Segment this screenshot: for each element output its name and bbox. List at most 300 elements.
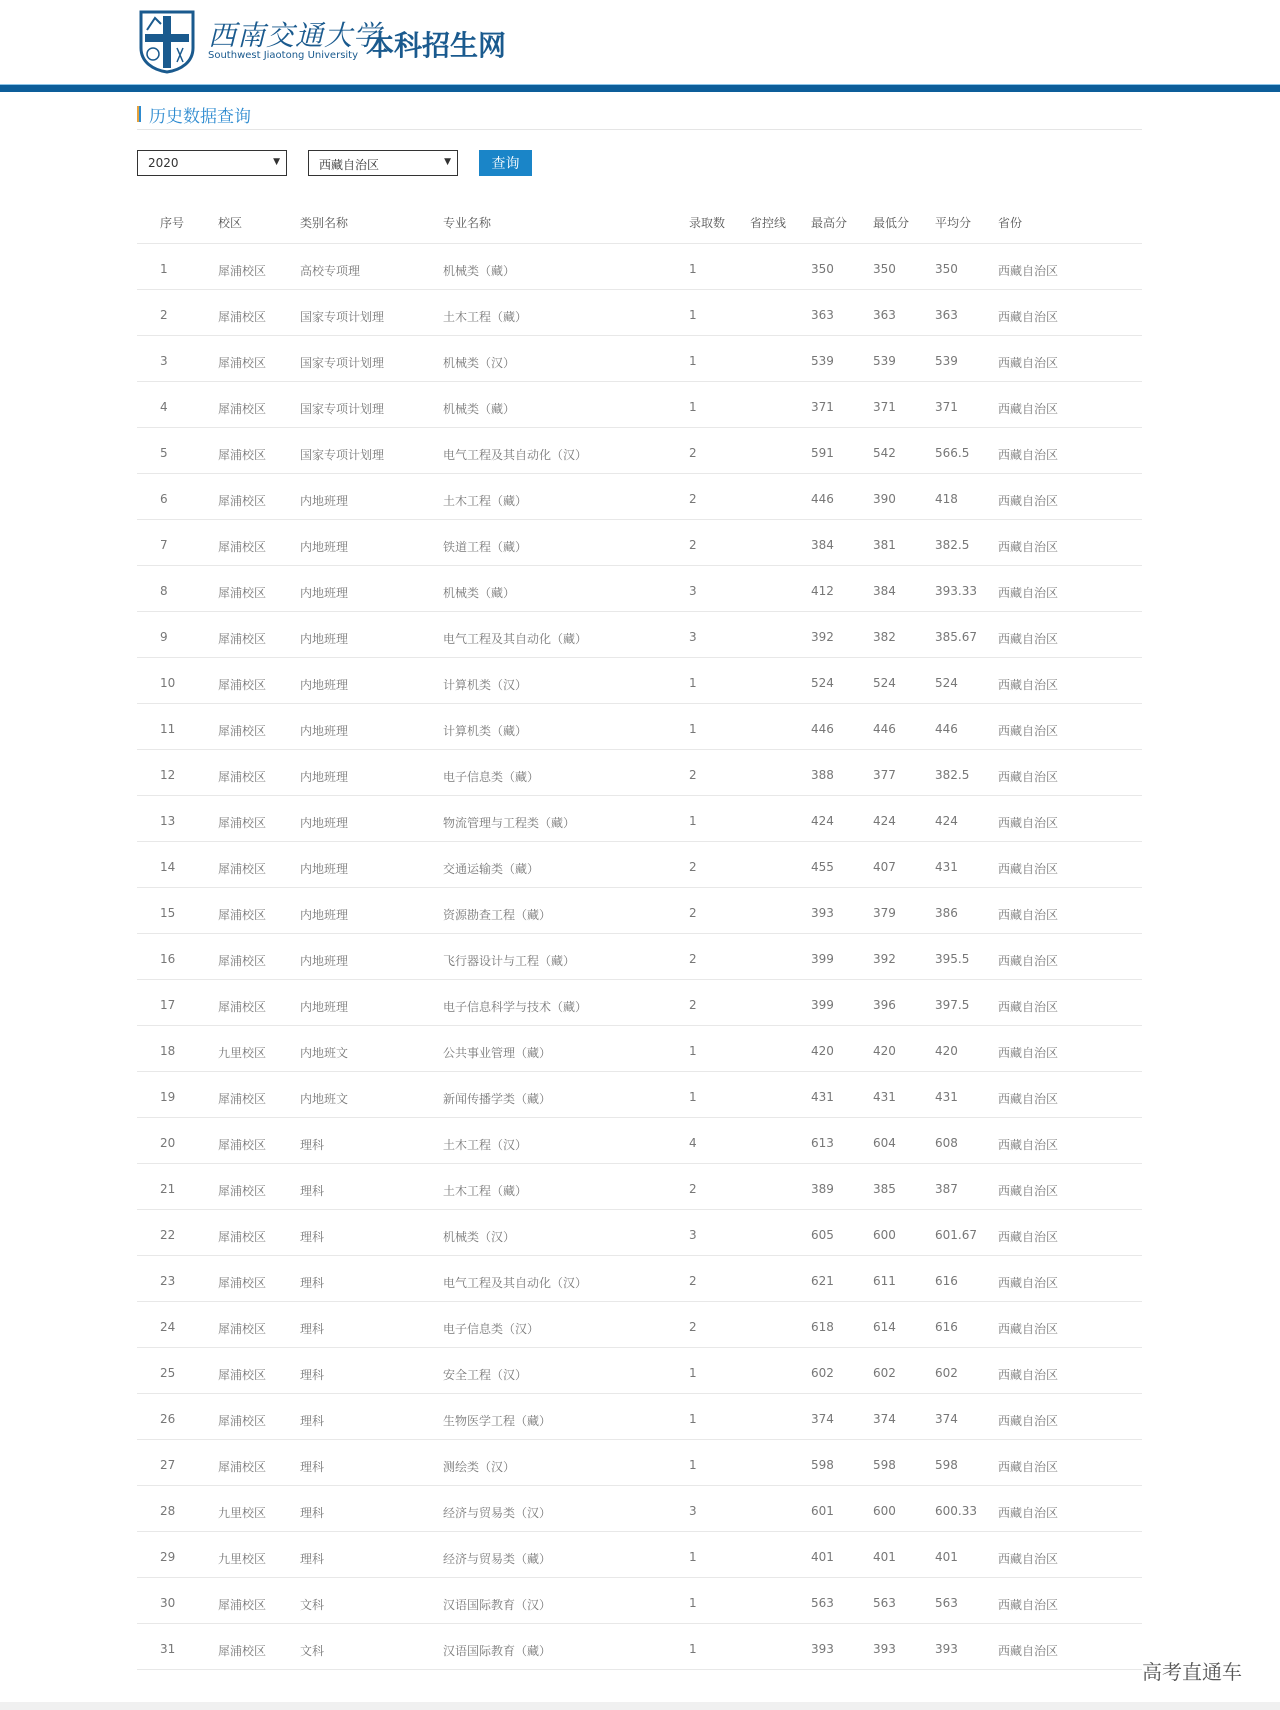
cell-index: 18: [160, 1044, 176, 1058]
cell-category: 理科: [300, 1230, 325, 1244]
cell-avg-score: 524: [935, 676, 958, 690]
column-header-control-line: 省控线: [750, 216, 787, 230]
cell-max-score: 392: [811, 630, 834, 644]
cell-admitted: 1: [689, 1642, 697, 1656]
column-header-province: 省份: [998, 216, 1023, 230]
year-select-value: 2020: [148, 156, 179, 170]
cell-min-score: 374: [873, 1412, 896, 1426]
cell-admitted: 2: [689, 952, 697, 966]
cell-avg-score: 374: [935, 1412, 958, 1426]
cell-index: 4: [160, 400, 168, 414]
cell-min-score: 392: [873, 952, 896, 966]
cell-category: 内地班理: [300, 632, 349, 646]
cell-major: 新闻传播学类（藏）: [443, 1092, 552, 1106]
cell-min-score: 524: [873, 676, 896, 690]
table-row: [137, 1440, 1142, 1486]
cell-max-score: 420: [811, 1044, 834, 1058]
column-header-campus: 校区: [218, 216, 243, 230]
cell-major: 经济与贸易类（藏）: [443, 1552, 552, 1566]
cell-campus: 犀浦校区: [218, 494, 267, 508]
watermark: 高考直通车: [1142, 1660, 1242, 1684]
cell-province: 西藏自治区: [998, 1368, 1059, 1382]
cell-max-score: 350: [811, 262, 834, 276]
cell-max-score: 446: [811, 492, 834, 506]
table-header-row: [137, 200, 1142, 244]
cell-max-score: 431: [811, 1090, 834, 1104]
cell-index: 25: [160, 1366, 176, 1380]
cell-campus: 犀浦校区: [218, 402, 267, 416]
cell-province: 西藏自治区: [998, 448, 1059, 462]
table-row: [137, 612, 1142, 658]
cell-major: 机械类（藏）: [443, 586, 516, 600]
cell-province: 西藏自治区: [998, 816, 1059, 830]
cell-max-score: 621: [811, 1274, 834, 1288]
cell-index: 9: [160, 630, 168, 644]
cell-max-score: 401: [811, 1550, 834, 1564]
cell-min-score: 600: [873, 1228, 896, 1242]
cell-admitted: 2: [689, 1320, 697, 1334]
cell-major: 生物医学工程（藏）: [443, 1414, 552, 1428]
cell-index: 21: [160, 1182, 176, 1196]
cell-category: 内地班理: [300, 816, 349, 830]
cell-admitted: 1: [689, 354, 697, 368]
cell-campus: 犀浦校区: [218, 1414, 267, 1428]
cell-avg-score: 602: [935, 1366, 958, 1380]
cell-min-score: 420: [873, 1044, 896, 1058]
cell-avg-score: 363: [935, 308, 958, 322]
column-header-min-score: 最低分: [873, 216, 910, 230]
table-row: [137, 980, 1142, 1026]
table-row: [137, 934, 1142, 980]
cell-min-score: 396: [873, 998, 896, 1012]
cell-min-score: 424: [873, 814, 896, 828]
cell-category: 文科: [300, 1644, 325, 1658]
cell-major: 铁道工程（藏）: [443, 540, 528, 554]
table-row: [137, 566, 1142, 612]
cell-min-score: 382: [873, 630, 896, 644]
cell-major: 物流管理与工程类（藏）: [443, 816, 576, 830]
cell-avg-score: 387: [935, 1182, 958, 1196]
table-row: [137, 750, 1142, 796]
cell-campus: 九里校区: [218, 1552, 267, 1566]
footer: [0, 1702, 1280, 1710]
cell-index: 3: [160, 354, 168, 368]
cell-major: 飞行器设计与工程（藏）: [443, 954, 576, 968]
cell-province: 西藏自治区: [998, 1598, 1059, 1612]
cell-major: 公共事业管理（藏）: [443, 1046, 552, 1060]
cell-major: 土木工程（汉）: [443, 1138, 528, 1152]
cell-major: 交通运输类（藏）: [443, 862, 540, 876]
cell-province: 西藏自治区: [998, 356, 1059, 370]
cell-max-score: 389: [811, 1182, 834, 1196]
column-header-avg-score: 平均分: [935, 216, 972, 230]
cell-major: 电子信息类（汉）: [443, 1322, 540, 1336]
cell-avg-score: 393: [935, 1642, 958, 1656]
cell-province: 西藏自治区: [998, 1138, 1059, 1152]
cell-index: 20: [160, 1136, 176, 1150]
cell-index: 27: [160, 1458, 176, 1472]
cell-admitted: 1: [689, 676, 697, 690]
cell-min-score: 563: [873, 1596, 896, 1610]
title-marker: [137, 106, 141, 122]
cell-admitted: 2: [689, 446, 697, 460]
cell-category: 内地班理: [300, 678, 349, 692]
cell-avg-score: 418: [935, 492, 958, 506]
cell-index: 2: [160, 308, 168, 322]
table-row: [137, 1210, 1142, 1256]
cell-major: 汉语国际教育（藏）: [443, 1644, 552, 1658]
cell-major: 土木工程（藏）: [443, 310, 528, 324]
cell-province: 西藏自治区: [998, 1184, 1059, 1198]
cell-index: 5: [160, 446, 168, 460]
cell-avg-score: 350: [935, 262, 958, 276]
cell-max-score: 613: [811, 1136, 834, 1150]
cell-min-score: 598: [873, 1458, 896, 1472]
cell-min-score: 542: [873, 446, 896, 460]
table-row: [137, 658, 1142, 704]
university-logo-icon[interactable]: [137, 8, 197, 74]
cell-admitted: 1: [689, 1044, 697, 1058]
cell-avg-score: 401: [935, 1550, 958, 1564]
cell-category: 理科: [300, 1552, 325, 1566]
cell-avg-score: 539: [935, 354, 958, 368]
cell-admitted: 1: [689, 262, 697, 276]
table-row: [137, 290, 1142, 336]
cell-max-score: 618: [811, 1320, 834, 1334]
province-select-value: 西藏自治区: [319, 158, 380, 172]
cell-campus: 犀浦校区: [218, 448, 267, 462]
cell-admitted: 1: [689, 1366, 697, 1380]
cell-major: 电子信息类（藏）: [443, 770, 540, 784]
cell-province: 西藏自治区: [998, 540, 1059, 554]
cell-campus: 犀浦校区: [218, 724, 267, 738]
cell-campus: 犀浦校区: [218, 310, 267, 324]
cell-max-score: 393: [811, 906, 834, 920]
cell-campus: 犀浦校区: [218, 1000, 267, 1014]
cell-province: 西藏自治区: [998, 1414, 1059, 1428]
cell-min-score: 350: [873, 262, 896, 276]
cell-campus: 犀浦校区: [218, 1138, 267, 1152]
province-select[interactable]: [308, 150, 458, 176]
cell-admitted: 1: [689, 1412, 697, 1426]
cell-min-score: 600: [873, 1504, 896, 1518]
cell-campus: 犀浦校区: [218, 954, 267, 968]
table-row: [137, 1072, 1142, 1118]
cell-category: 理科: [300, 1460, 325, 1474]
cell-avg-score: 424: [935, 814, 958, 828]
cell-admitted: 2: [689, 906, 697, 920]
cell-index: 28: [160, 1504, 176, 1518]
cell-avg-score: 446: [935, 722, 958, 736]
cell-province: 西藏自治区: [998, 954, 1059, 968]
cell-category: 理科: [300, 1368, 325, 1382]
table-row: [137, 1578, 1142, 1624]
cell-max-score: 598: [811, 1458, 834, 1472]
cell-index: 10: [160, 676, 176, 690]
cell-campus: 犀浦校区: [218, 540, 267, 554]
cell-admitted: 3: [689, 1228, 697, 1242]
cell-major: 土木工程（藏）: [443, 1184, 528, 1198]
cell-province: 西藏自治区: [998, 1000, 1059, 1014]
column-header-admitted: 录取数: [689, 216, 726, 230]
table-row: [137, 1164, 1142, 1210]
cell-max-score: 384: [811, 538, 834, 552]
cell-min-score: 384: [873, 584, 896, 598]
cell-index: 24: [160, 1320, 176, 1334]
cell-avg-score: 395.5: [935, 952, 970, 966]
cell-province: 西藏自治区: [998, 1460, 1059, 1474]
cell-avg-score: 431: [935, 1090, 958, 1104]
cell-max-score: 539: [811, 354, 834, 368]
cell-province: 西藏自治区: [998, 494, 1059, 508]
table-row: [137, 1532, 1142, 1578]
cell-max-score: 374: [811, 1412, 834, 1426]
table-row: [137, 842, 1142, 888]
cell-avg-score: 598: [935, 1458, 958, 1472]
column-header-major: 专业名称: [443, 216, 492, 230]
cell-admitted: 1: [689, 1090, 697, 1104]
cell-index: 7: [160, 538, 168, 552]
cell-major: 测绘类（汉）: [443, 1460, 516, 1474]
cell-province: 西藏自治区: [998, 310, 1059, 324]
cell-min-score: 611: [873, 1274, 896, 1288]
table-row: [137, 1118, 1142, 1164]
cell-min-score: 385: [873, 1182, 896, 1196]
cell-max-score: 399: [811, 998, 834, 1012]
table-row: [137, 796, 1142, 842]
cell-avg-score: 431: [935, 860, 958, 874]
cell-category: 理科: [300, 1414, 325, 1428]
cell-index: 29: [160, 1550, 176, 1564]
cell-max-score: 371: [811, 400, 834, 414]
cell-admitted: 1: [689, 308, 697, 322]
table-row: [137, 520, 1142, 566]
cell-province: 西藏自治区: [998, 724, 1059, 738]
table-row: [137, 1624, 1142, 1670]
cell-province: 西藏自治区: [998, 770, 1059, 784]
cell-province: 西藏自治区: [998, 1046, 1059, 1060]
cell-campus: 犀浦校区: [218, 1460, 267, 1474]
cell-max-score: 393: [811, 1642, 834, 1656]
cell-index: 30: [160, 1596, 176, 1610]
cell-avg-score: 371: [935, 400, 958, 414]
cell-avg-score: 600.33: [935, 1504, 977, 1518]
cell-admitted: 1: [689, 722, 697, 736]
cell-min-score: 377: [873, 768, 896, 782]
cell-campus: 犀浦校区: [218, 1092, 267, 1106]
cell-max-score: 388: [811, 768, 834, 782]
cell-admitted: 4: [689, 1136, 697, 1150]
cell-category: 内地班文: [300, 1046, 349, 1060]
cell-campus: 犀浦校区: [218, 1598, 267, 1612]
cell-min-score: 431: [873, 1090, 896, 1104]
cell-max-score: 412: [811, 584, 834, 598]
cell-max-score: 563: [811, 1596, 834, 1610]
cell-index: 13: [160, 814, 176, 828]
cell-campus: 犀浦校区: [218, 264, 267, 278]
page-title: 历史数据查询: [149, 107, 251, 127]
cell-campus: 犀浦校区: [218, 1230, 267, 1244]
cell-admitted: 2: [689, 1182, 697, 1196]
logo-chinese-name: 西南交通大学: [208, 19, 383, 52]
cell-max-score: 363: [811, 308, 834, 322]
cell-index: 19: [160, 1090, 176, 1104]
cell-category: 内地班理: [300, 862, 349, 876]
column-header-max-score: 最高分: [811, 216, 848, 230]
cell-province: 西藏自治区: [998, 678, 1059, 692]
cell-admitted: 1: [689, 1458, 697, 1472]
query-button[interactable]: 查询: [479, 150, 532, 176]
cell-campus: 九里校区: [218, 1506, 267, 1520]
cell-admitted: 2: [689, 768, 697, 782]
cell-province: 西藏自治区: [998, 1092, 1059, 1106]
table-row: [137, 428, 1142, 474]
cell-admitted: 2: [689, 538, 697, 552]
cell-index: 23: [160, 1274, 176, 1288]
cell-campus: 犀浦校区: [218, 862, 267, 876]
cell-category: 文科: [300, 1598, 325, 1612]
cell-avg-score: 397.5: [935, 998, 970, 1012]
cell-province: 西藏自治区: [998, 908, 1059, 922]
cell-province: 西藏自治区: [998, 1276, 1059, 1290]
cell-min-score: 604: [873, 1136, 896, 1150]
cell-max-score: 602: [811, 1366, 834, 1380]
cell-min-score: 390: [873, 492, 896, 506]
cell-min-score: 393: [873, 1642, 896, 1656]
table-row: [137, 1256, 1142, 1302]
table-row: [137, 1026, 1142, 1072]
cell-campus: 犀浦校区: [218, 1644, 267, 1658]
cell-admitted: 1: [689, 814, 697, 828]
cell-min-score: 407: [873, 860, 896, 874]
cell-major: 计算机类（汉）: [443, 678, 528, 692]
cell-index: 26: [160, 1412, 176, 1426]
cell-category: 理科: [300, 1184, 325, 1198]
year-select[interactable]: [137, 150, 287, 176]
cell-min-score: 401: [873, 1550, 896, 1564]
cell-campus: 犀浦校区: [218, 770, 267, 784]
cell-major: 计算机类（藏）: [443, 724, 528, 738]
cell-category: 内地班理: [300, 586, 349, 600]
cell-major: 电气工程及其自动化（藏）: [443, 632, 588, 646]
table-row: [137, 336, 1142, 382]
cell-max-score: 605: [811, 1228, 834, 1242]
table-row: [137, 1348, 1142, 1394]
cell-province: 西藏自治区: [998, 1230, 1059, 1244]
cell-major: 安全工程（汉）: [443, 1368, 528, 1382]
cell-avg-score: 566.5: [935, 446, 970, 460]
cell-avg-score: 616: [935, 1320, 958, 1334]
table-body: [137, 244, 1142, 1670]
cell-min-score: 446: [873, 722, 896, 736]
cell-campus: 犀浦校区: [218, 1368, 267, 1382]
table-row: [137, 1486, 1142, 1532]
cell-campus: 犀浦校区: [218, 1322, 267, 1336]
cell-min-score: 371: [873, 400, 896, 414]
cell-category: 理科: [300, 1322, 325, 1336]
cell-min-score: 381: [873, 538, 896, 552]
cell-category: 国家专项计划理: [300, 402, 385, 416]
cell-category: 理科: [300, 1506, 325, 1520]
cell-major: 机械类（藏）: [443, 264, 516, 278]
cell-province: 西藏自治区: [998, 632, 1059, 646]
cell-max-score: 399: [811, 952, 834, 966]
cell-max-score: 455: [811, 860, 834, 874]
cell-major: 电子信息科学与技术（藏）: [443, 1000, 588, 1014]
cell-category: 内地班理: [300, 540, 349, 554]
chevron-down-icon: ▼: [273, 157, 280, 167]
cell-province: 西藏自治区: [998, 1552, 1059, 1566]
column-header-category: 类别名称: [300, 216, 349, 230]
cell-category: 高校专项理: [300, 264, 361, 278]
cell-admitted: 1: [689, 1550, 697, 1564]
cell-avg-score: 616: [935, 1274, 958, 1288]
cell-avg-score: 382.5: [935, 768, 970, 782]
column-header-index: 序号: [160, 216, 185, 230]
cell-major: 机械类（汉）: [443, 356, 516, 370]
cell-category: 内地班理: [300, 494, 349, 508]
cell-max-score: 591: [811, 446, 834, 460]
cell-category: 内地班文: [300, 1092, 349, 1106]
cell-province: 西藏自治区: [998, 586, 1059, 600]
cell-campus: 犀浦校区: [218, 678, 267, 692]
admission-table: [137, 200, 1142, 1670]
cell-index: 8: [160, 584, 168, 598]
site-title[interactable]: 本科招生网: [366, 29, 507, 62]
cell-admitted: 1: [689, 1596, 697, 1610]
cell-min-score: 539: [873, 354, 896, 368]
cell-min-score: 614: [873, 1320, 896, 1334]
cell-campus: 犀浦校区: [218, 1184, 267, 1198]
cell-avg-score: 382.5: [935, 538, 970, 552]
cell-admitted: 2: [689, 860, 697, 874]
cell-major: 机械类（汉）: [443, 1230, 516, 1244]
cell-major: 电气工程及其自动化（汉）: [443, 1276, 588, 1290]
cell-avg-score: 385.67: [935, 630, 977, 644]
cell-min-score: 363: [873, 308, 896, 322]
cell-avg-score: 393.33: [935, 584, 977, 598]
cell-index: 14: [160, 860, 176, 874]
table-row: [137, 474, 1142, 520]
cell-index: 15: [160, 906, 176, 920]
cell-min-score: 379: [873, 906, 896, 920]
cell-major: 土木工程（藏）: [443, 494, 528, 508]
cell-admitted: 3: [689, 584, 697, 598]
cell-max-score: 424: [811, 814, 834, 828]
cell-category: 内地班理: [300, 724, 349, 738]
cell-province: 西藏自治区: [998, 862, 1059, 876]
cell-admitted: 2: [689, 998, 697, 1012]
table-row: [137, 888, 1142, 934]
cell-admitted: 2: [689, 1274, 697, 1288]
cell-avg-score: 420: [935, 1044, 958, 1058]
cell-category: 国家专项计划理: [300, 310, 385, 324]
cell-admitted: 3: [689, 630, 697, 644]
table-row: [137, 1302, 1142, 1348]
site-header: [0, 0, 1280, 84]
cell-category: 内地班理: [300, 954, 349, 968]
cell-index: 16: [160, 952, 176, 966]
cell-province: 西藏自治区: [998, 1644, 1059, 1658]
table-row: [137, 244, 1142, 290]
cell-campus: 犀浦校区: [218, 356, 267, 370]
cell-major: 资源勘查工程（藏）: [443, 908, 552, 922]
section-header: [137, 102, 1142, 130]
cell-index: 11: [160, 722, 176, 736]
cell-category: 国家专项计划理: [300, 448, 385, 462]
table-row: [137, 1394, 1142, 1440]
cell-admitted: 2: [689, 492, 697, 506]
